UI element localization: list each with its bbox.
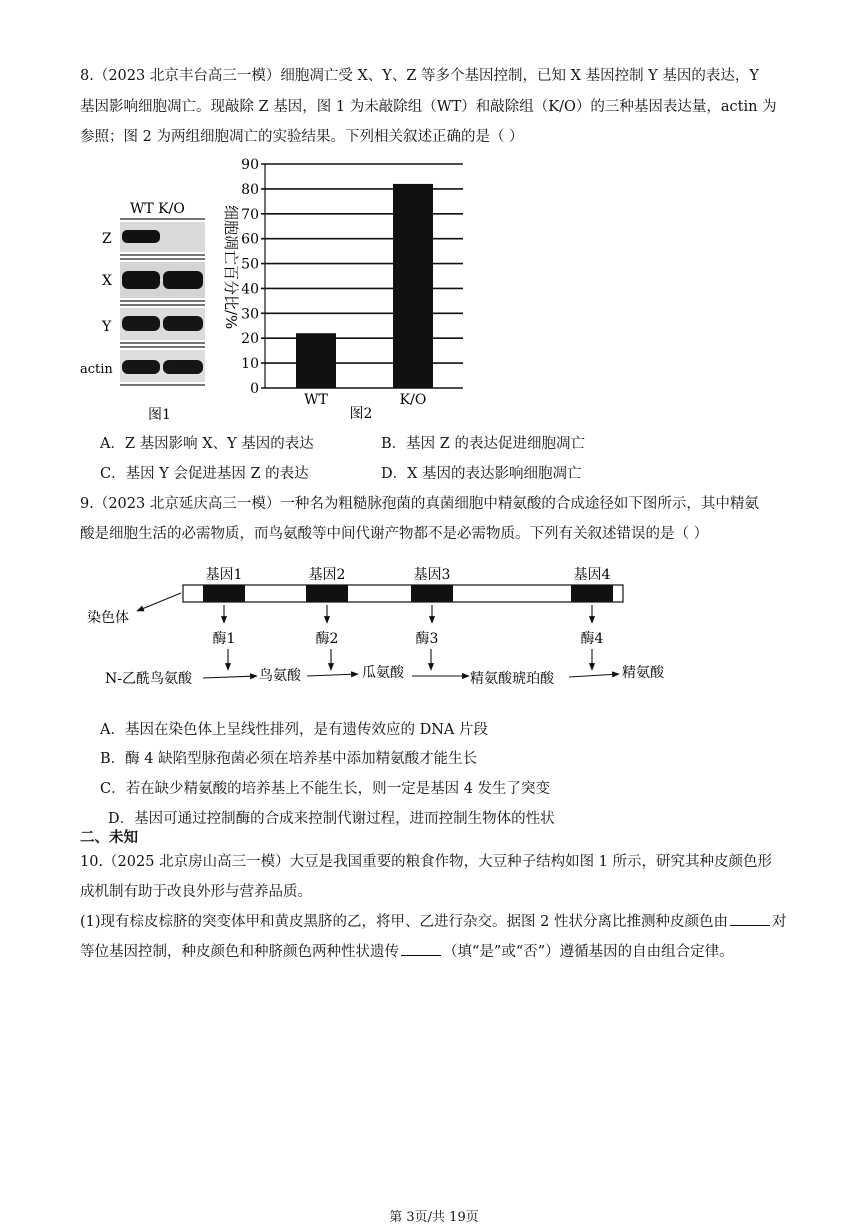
- fig1-row-actin: actin: [80, 362, 113, 377]
- gene3-label: 基因3: [413, 567, 451, 583]
- chart-ylabel: 细胞凋亡百分比/%: [222, 205, 240, 330]
- q10-blank-1[interactable]: [730, 911, 770, 926]
- chart-ytick-label: 10: [241, 356, 259, 373]
- arginine-pathway-diagram: [85, 560, 725, 695]
- q10-blank-2[interactable]: [401, 941, 441, 956]
- q8-option-b: B．基因 Z 的表达促进细胞凋亡: [381, 436, 585, 452]
- band-x-ko: [163, 271, 203, 289]
- fig1-col-header: WT K/O: [130, 201, 185, 217]
- q8-stem-line2: 基因影响细胞凋亡。现敲除 Z 基因，图 1 为未敲除组（WT）和敲除组（K/O）的三种基因表达量，actin 为: [80, 99, 777, 115]
- fig1-row-x: X: [102, 273, 112, 289]
- fig1-row-z: Z: [102, 231, 112, 247]
- q8-option-c: C．基因 Y 会促进基因 Z 的表达: [100, 466, 309, 482]
- q10-sub1-text1: (1)现有棕皮棕脐的突变体甲和黄皮黑脐的乙，将甲、乙进行杂交。据图 2 性状分离比推测种皮颜色由: [80, 914, 728, 930]
- gene3-block: [411, 585, 453, 602]
- section2-title: 二、未知: [80, 829, 138, 846]
- chart-bar-wt: [296, 333, 336, 388]
- gene1-label: 基因1: [205, 567, 243, 583]
- fig1-row-y: Y: [102, 319, 112, 335]
- chart-xtick-ko: K/O: [399, 392, 427, 408]
- chart-ytick-label: 40: [241, 281, 259, 298]
- chart-ytick-label: 80: [241, 181, 259, 198]
- gene4-label: 基因4: [573, 567, 611, 583]
- q10-sub1-text2: 对: [771, 914, 787, 930]
- gene2-label: 基因2: [308, 567, 346, 583]
- q8-option-a: A．Z 基因影响 X、Y 基因的表达: [100, 436, 314, 452]
- gene1-block: [203, 585, 245, 602]
- enzyme2-label: 酶2: [315, 631, 339, 647]
- q8-option-d: D．X 基因的表达影响细胞凋亡: [381, 466, 582, 482]
- q8-stem-line3: 参照；图 2 为两组细胞凋亡的实验结果。下列相关叙述正确的是（ ）: [80, 129, 524, 145]
- q9-stem-line2: 酸是细胞生活的必需物质，而鸟氨酸等中间代谢产物都不是必需物质。下列有关叙述错误的是（ ）: [80, 526, 709, 542]
- q9-option-a: A．基因在染色体上呈线性排列，是有遗传效应的 DNA 片段: [100, 722, 488, 738]
- figure2-bar-chart: [215, 150, 475, 425]
- pathway-step2: 鸟氨酸: [259, 668, 301, 684]
- q10-sub1-text3: 等位基因控制，种皮颜色和种脐颜色两种性状遗传: [80, 944, 399, 960]
- figure1-western-blot: [80, 195, 210, 430]
- band-y-ko: [163, 316, 203, 331]
- q9-option-c: C．若在缺少精氨酸的培养基上不能生长，则一定是基因 4 发生了突变: [100, 781, 551, 797]
- chart-ytick-label: 70: [241, 206, 259, 223]
- chart-ytick-label: 0: [250, 381, 259, 397]
- pathway-step5: 精氨酸: [622, 665, 664, 681]
- q8-stem-line1: 8.（2023 北京丰台高三一模）细胞凋亡受 X、Y、Z 等多个基因控制，已知 X 基因控制 Y 基因的表达，Y: [80, 68, 759, 84]
- chart-ytick-label: 90: [241, 157, 259, 173]
- q10-sub1-line1: [80, 911, 786, 932]
- pathway-step1: N-乙酰鸟氨酸: [105, 671, 192, 687]
- gene4-block: [571, 585, 613, 602]
- enzyme1-label: 酶1: [212, 631, 236, 647]
- pathway-step4: 精氨酸琥珀酸: [470, 671, 554, 687]
- band-actin-ko: [163, 360, 203, 374]
- q9-stem-line1: 9.（2023 北京延庆高三一模）一种名为粗糙脉孢菌的真菌细胞中精氨酸的合成途径如下图所示，其中精氨: [80, 496, 759, 512]
- q10-stem-line1: 10.（2025 北京房山高三一模）大豆是我国重要的粮食作物，大豆种子结构如图 1 所示，研究其种皮颜色形: [80, 854, 773, 870]
- page-footer: 第 3页/共 19页: [389, 1210, 479, 1225]
- q10-sub1-text4: （填“是”或“否”）遵循基因的自由组合定律。: [443, 944, 734, 960]
- chart-ytick-label: 20: [241, 331, 259, 348]
- chart-ytick-label: 30: [241, 306, 259, 323]
- enzyme3-label: 酶3: [415, 631, 439, 647]
- pathway-step3: 瓜氨酸: [362, 665, 404, 681]
- q10-sub1-line2: [80, 941, 734, 962]
- band-x-wt: [122, 271, 160, 289]
- chart-ytick-label: 60: [241, 231, 259, 248]
- q10-stem-line2: 成机制有助于改良外形与营养品质。: [80, 884, 312, 900]
- chromosome-label: 染色体: [87, 610, 129, 626]
- fig1-caption: 图1: [148, 407, 171, 423]
- chromosome-bar: [183, 585, 623, 602]
- q9-option-d: D．基因可通过控制酶的合成来控制代谢过程，进而控制生物体的性状: [108, 811, 555, 827]
- enzyme4-label: 酶4: [580, 631, 604, 647]
- gene2-block: [306, 585, 348, 602]
- chart-xtick-wt: WT: [304, 392, 328, 408]
- q9-option-b: B．酶 4 缺陷型脉孢菌必须在培养基中添加精氨酸才能生长: [100, 751, 478, 767]
- band-z-wt: [122, 230, 160, 243]
- chart-ytick-label: 50: [241, 256, 259, 273]
- band-y-wt: [122, 316, 160, 331]
- band-actin-wt: [122, 360, 160, 374]
- chart-bar-ko: [393, 184, 433, 388]
- fig2-caption: 图2: [349, 406, 373, 422]
